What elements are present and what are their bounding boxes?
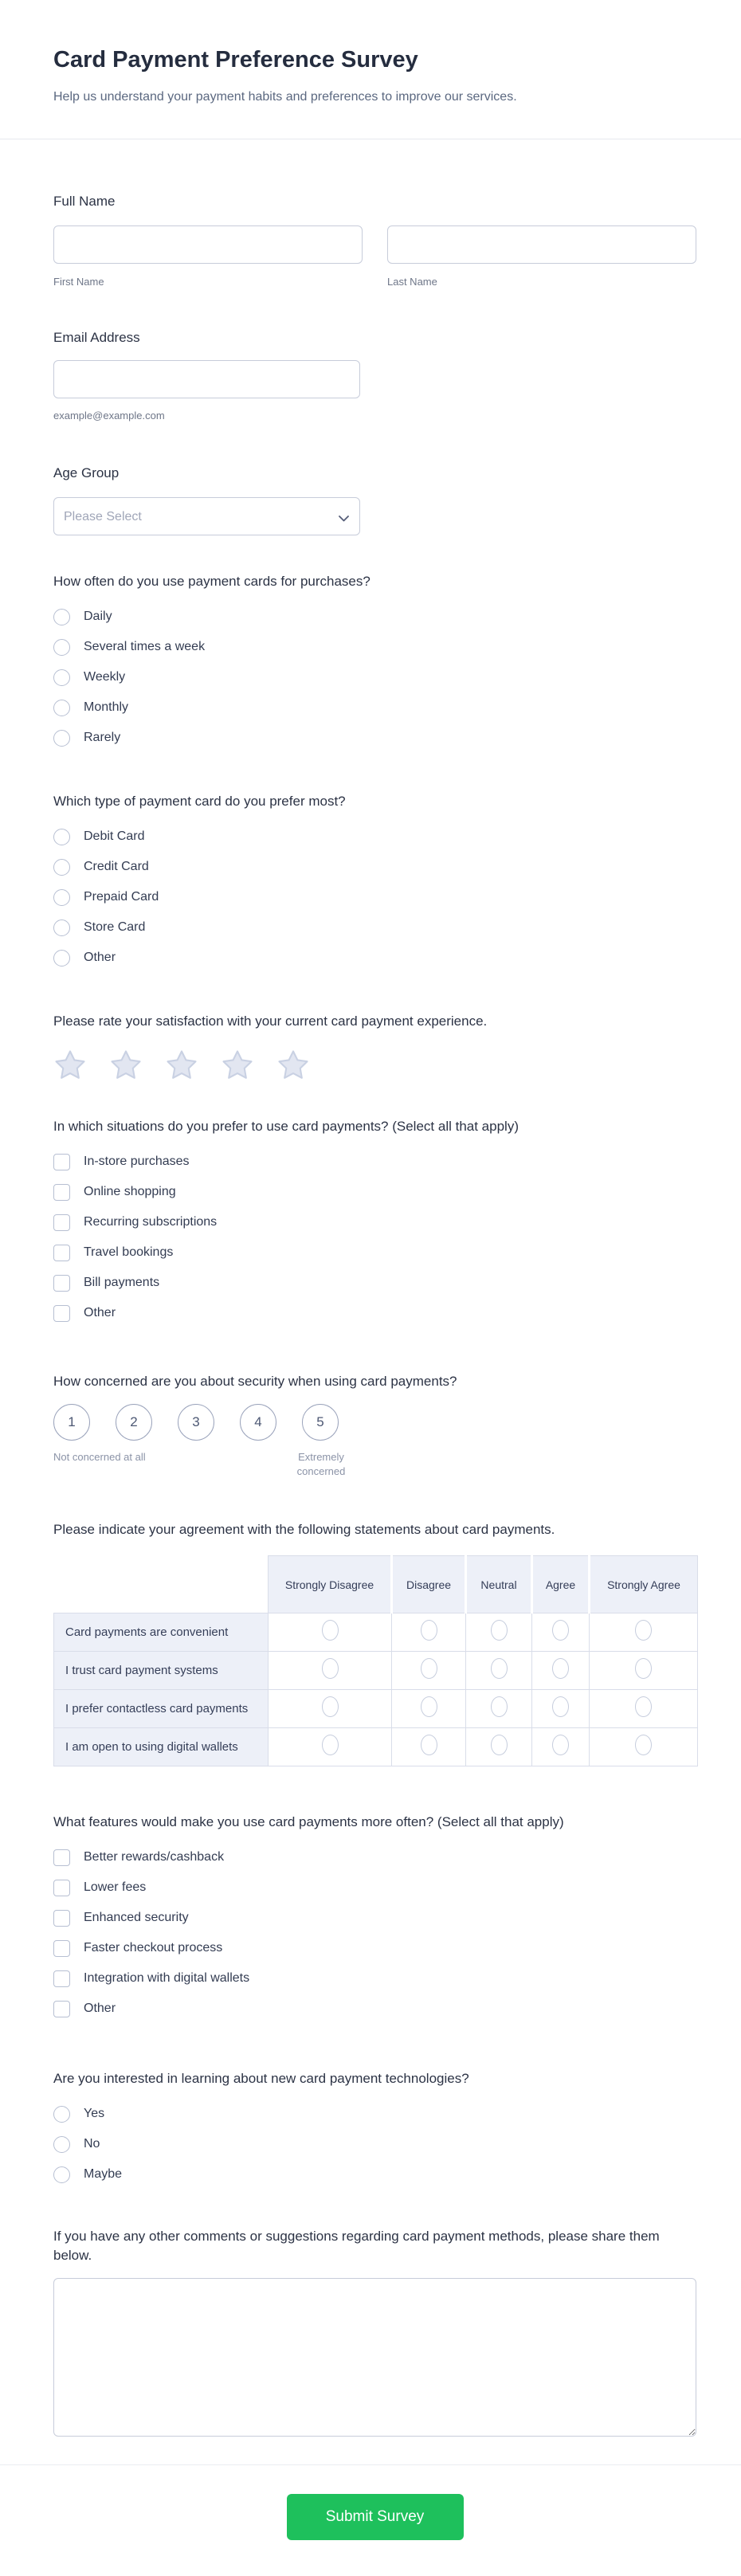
checkbox-option-label: Bill payments <box>84 1276 160 1289</box>
checkbox-option[interactable] <box>53 1967 696 1990</box>
comments-question <box>53 2227 696 2441</box>
checkbox-option[interactable] <box>53 1846 696 1868</box>
matrix-cell <box>466 1613 532 1652</box>
matrix-cell <box>590 1652 698 1690</box>
interest-options <box>53 2103 696 2186</box>
matrix-radio-icon[interactable] <box>322 1658 339 1679</box>
matrix-radio-icon[interactable] <box>491 1735 508 1755</box>
star-rating <box>53 1049 696 1082</box>
matrix-row <box>54 1728 698 1766</box>
interest-label: Are you interested in learning about new card payment technologies? <box>53 2071 469 2086</box>
radio-option[interactable] <box>53 916 696 939</box>
agreement-question <box>53 1520 696 1766</box>
matrix-radio-icon[interactable] <box>421 1696 437 1717</box>
star-icon[interactable] <box>109 1049 143 1082</box>
matrix-cell <box>466 1728 532 1766</box>
radio-option[interactable] <box>53 2103 696 2125</box>
star-icon[interactable] <box>221 1049 254 1082</box>
card-type-options <box>53 825 696 969</box>
matrix-cell <box>392 1690 466 1728</box>
checkbox-option[interactable] <box>53 1937 696 1959</box>
scale-row <box>53 1404 696 1441</box>
email-sublabel: example@example.com <box>53 410 165 421</box>
scale-option-1[interactable]: 1 <box>53 1404 90 1441</box>
last-name-sublabel: Last Name <box>387 276 437 288</box>
fullname-row <box>53 225 696 288</box>
age-group-select[interactable] <box>53 497 360 535</box>
firstname-col <box>53 225 363 288</box>
radio-icon[interactable] <box>53 829 70 845</box>
frequency-label: How often do you use payment cards for purchases? <box>53 574 370 589</box>
radio-option-label: Weekly <box>84 670 126 684</box>
matrix-cell <box>269 1728 392 1766</box>
situations-options <box>53 1151 696 1324</box>
security-label: How concerned are you about security when using card payments? <box>53 1374 457 1389</box>
matrix-col-header: Strongly Agree <box>590 1556 698 1613</box>
matrix-cell <box>532 1652 590 1690</box>
form-header <box>53 45 696 107</box>
matrix-radio-icon[interactable] <box>552 1620 569 1641</box>
radio-icon[interactable] <box>53 2106 70 2123</box>
interest-question <box>53 2069 696 2186</box>
matrix-cell <box>590 1613 698 1652</box>
comments-label: If you have any other comments or suggestions regarding card payment methods, please share them below. <box>53 2229 660 2263</box>
radio-option[interactable] <box>53 886 696 908</box>
matrix-radio-icon[interactable] <box>491 1620 508 1641</box>
email-field[interactable] <box>53 360 360 398</box>
checkbox-icon[interactable] <box>53 1910 70 1927</box>
submit-row <box>53 2494 696 2540</box>
features-label: What features would make you use card payments more often? (Select all that apply) <box>53 1814 564 1829</box>
radio-option-label: Daily <box>84 610 112 623</box>
fullname-label: Full Name <box>53 194 116 209</box>
matrix-col-header: Disagree <box>392 1556 466 1613</box>
matrix-cell <box>392 1728 466 1766</box>
star-icon[interactable] <box>165 1049 198 1082</box>
checkbox-option-label: Other <box>84 2002 116 2015</box>
first-name-input[interactable] <box>53 225 363 264</box>
matrix-cell <box>269 1652 392 1690</box>
last-name-input[interactable] <box>387 225 696 264</box>
checkbox-option[interactable] <box>53 1876 696 1899</box>
matrix-cell <box>532 1690 590 1728</box>
radio-icon[interactable] <box>53 669 70 686</box>
situations-label: In which situations do you prefer to use card payments? (Select all that apply) <box>53 1119 519 1134</box>
checkbox-icon[interactable] <box>53 1880 70 1896</box>
checkbox-option[interactable] <box>53 1302 696 1324</box>
checkbox-option[interactable] <box>53 1272 696 1294</box>
matrix-cell <box>466 1690 532 1728</box>
radio-option[interactable] <box>53 2163 696 2186</box>
checkbox-icon[interactable] <box>53 2001 70 2017</box>
matrix-header-row <box>54 1556 698 1613</box>
checkbox-icon[interactable] <box>53 1245 70 1261</box>
checkbox-icon[interactable] <box>53 1305 70 1322</box>
situations-question <box>53 1117 696 1324</box>
radio-option[interactable] <box>53 947 696 969</box>
fullname-section <box>53 192 696 288</box>
scale-option-3[interactable]: 3 <box>178 1404 214 1441</box>
radio-option[interactable] <box>53 606 696 628</box>
footer-divider <box>0 2464 741 2465</box>
page-title: Card Payment Preference Survey <box>53 47 418 73</box>
matrix-cell <box>269 1613 392 1652</box>
matrix-col-header: Agree <box>532 1556 590 1613</box>
matrix-radio-icon[interactable] <box>491 1696 508 1717</box>
age-group-select-wrap <box>53 497 360 535</box>
radio-icon[interactable] <box>53 2166 70 2183</box>
age-group-label: Age Group <box>53 465 120 480</box>
matrix-cell <box>532 1728 590 1766</box>
radio-option-label: Maybe <box>84 2167 123 2181</box>
radio-option-label: Yes <box>84 2107 105 2120</box>
radio-option-label: Rarely <box>84 731 121 744</box>
scale-option-5[interactable]: 5 <box>302 1404 339 1441</box>
matrix-col-header: Neutral <box>466 1556 532 1613</box>
matrix-radio-icon[interactable] <box>635 1620 652 1641</box>
matrix-radio-icon[interactable] <box>421 1620 437 1641</box>
radio-icon[interactable] <box>53 950 70 966</box>
radio-icon[interactable] <box>53 859 70 876</box>
radio-option-label: Debit Card <box>84 829 145 843</box>
agreement-matrix <box>53 1555 698 1766</box>
matrix-row <box>54 1613 698 1652</box>
submit-button[interactable]: Submit Survey <box>287 2494 464 2540</box>
radio-option[interactable] <box>53 727 696 749</box>
matrix-radio-icon[interactable] <box>552 1696 569 1717</box>
star-icon[interactable] <box>53 1049 87 1082</box>
checkbox-icon[interactable] <box>53 1970 70 1987</box>
checkbox-option[interactable] <box>53 1907 696 1929</box>
security-question <box>53 1372 696 1487</box>
radio-icon[interactable] <box>53 730 70 747</box>
matrix-radio-icon[interactable] <box>322 1735 339 1755</box>
age-group-section <box>53 464 696 535</box>
scale-min-label: Not concerned at all <box>53 1451 146 1463</box>
checkbox-icon[interactable] <box>53 1940 70 1957</box>
features-question <box>53 1813 696 2020</box>
matrix-radio-icon[interactable] <box>635 1696 652 1717</box>
frequency-options <box>53 606 696 749</box>
matrix-cell <box>392 1613 466 1652</box>
radio-icon[interactable] <box>53 609 70 625</box>
satisfaction-label: Please rate your satisfaction with your current card payment experience. <box>53 1014 488 1029</box>
matrix-radio-icon[interactable] <box>552 1735 569 1755</box>
radio-option-label: Credit Card <box>84 860 149 873</box>
matrix-cell <box>532 1613 590 1652</box>
card-type-question <box>53 792 696 969</box>
matrix-cell <box>466 1652 532 1690</box>
page-subtitle: Help us understand your payment habits and preferences to improve our services. <box>53 90 517 104</box>
checkbox-option-label: Lower fees <box>84 1880 147 1894</box>
checkbox-option-label: Enhanced security <box>84 1911 189 1924</box>
matrix-row <box>54 1652 698 1690</box>
matrix-radio-icon[interactable] <box>552 1658 569 1679</box>
checkbox-option[interactable] <box>53 1241 696 1264</box>
checkbox-option[interactable] <box>53 1181 696 1203</box>
radio-icon[interactable] <box>53 2136 70 2153</box>
features-options <box>53 1846 696 2020</box>
agreement-label: Please indicate your agreement with the following statements about card payments. <box>53 1522 555 1537</box>
checkbox-icon[interactable] <box>53 1214 70 1231</box>
card-type-label: Which type of payment card do you prefer most? <box>53 794 346 809</box>
radio-option-label: Several times a week <box>84 640 206 653</box>
email-label: Email Address <box>53 330 140 345</box>
radio-option[interactable] <box>53 666 696 688</box>
comments-textarea[interactable] <box>53 2278 696 2437</box>
matrix-col-header: Strongly Disagree <box>269 1556 392 1613</box>
matrix-radio-icon[interactable] <box>322 1620 339 1641</box>
lastname-col <box>387 225 696 288</box>
scale-option-4[interactable]: 4 <box>240 1404 276 1441</box>
scale-option-2[interactable]: 2 <box>116 1404 152 1441</box>
radio-option[interactable] <box>53 2133 696 2155</box>
matrix-radio-icon[interactable] <box>635 1658 652 1679</box>
checkbox-option[interactable] <box>53 1211 696 1233</box>
satisfaction-question <box>53 1012 696 1082</box>
radio-icon[interactable] <box>53 889 70 906</box>
radio-icon[interactable] <box>53 919 70 936</box>
radio-option[interactable] <box>53 856 696 878</box>
matrix-row-label: Card payments are convenient <box>54 1613 269 1652</box>
checkbox-icon[interactable] <box>53 1275 70 1292</box>
checkbox-icon[interactable] <box>53 1154 70 1170</box>
radio-option[interactable] <box>53 696 696 719</box>
matrix-radio-icon[interactable] <box>322 1696 339 1717</box>
matrix-cell <box>269 1690 392 1728</box>
checkbox-icon[interactable] <box>53 1849 70 1866</box>
scale-max-label: Extremely concerned <box>296 1451 346 1477</box>
checkbox-option-label: Faster checkout process <box>84 1941 223 1955</box>
checkbox-option-label: In-store purchases <box>84 1155 190 1168</box>
radio-option-label: Other <box>84 951 116 964</box>
radio-icon[interactable] <box>53 700 70 716</box>
frequency-question <box>53 572 696 749</box>
matrix-row-label: I trust card payment systems <box>54 1652 269 1690</box>
radio-option-label: Monthly <box>84 700 129 714</box>
matrix-row <box>54 1690 698 1728</box>
email-section <box>53 328 696 422</box>
matrix-cell <box>590 1690 698 1728</box>
checkbox-option-label: Better rewards/cashback <box>84 1850 225 1864</box>
matrix-cell <box>590 1728 698 1766</box>
checkbox-option-label: Travel bookings <box>84 1245 174 1259</box>
checkbox-option[interactable] <box>53 1151 696 1173</box>
radio-option-label: No <box>84 2137 100 2151</box>
radio-icon[interactable] <box>53 639 70 656</box>
star-icon[interactable] <box>276 1049 310 1082</box>
security-scale <box>53 1404 696 1487</box>
matrix-cell <box>392 1652 466 1690</box>
matrix-radio-icon[interactable] <box>421 1735 437 1755</box>
checkbox-option-label: Online shopping <box>84 1185 176 1198</box>
radio-option-label: Store Card <box>84 920 146 934</box>
matrix-row-label: I prefer contactless card payments <box>54 1690 269 1728</box>
checkbox-option-label: Other <box>84 1306 116 1319</box>
first-name-sublabel: First Name <box>53 276 104 288</box>
checkbox-option[interactable] <box>53 1998 696 2020</box>
matrix-radio-icon[interactable] <box>491 1658 508 1679</box>
radio-option[interactable] <box>53 636 696 658</box>
checkbox-option-label: Recurring subscriptions <box>84 1215 218 1229</box>
checkbox-icon[interactable] <box>53 1184 70 1201</box>
matrix-row-label: I am open to using digital wallets <box>54 1728 269 1766</box>
radio-option-label: Prepaid Card <box>84 890 159 904</box>
checkbox-option-label: Integration with digital wallets <box>84 1971 250 1985</box>
matrix-radio-icon[interactable] <box>421 1658 437 1679</box>
matrix-blank-corner <box>54 1556 269 1613</box>
radio-option[interactable] <box>53 825 696 848</box>
matrix-radio-icon[interactable] <box>635 1735 652 1755</box>
